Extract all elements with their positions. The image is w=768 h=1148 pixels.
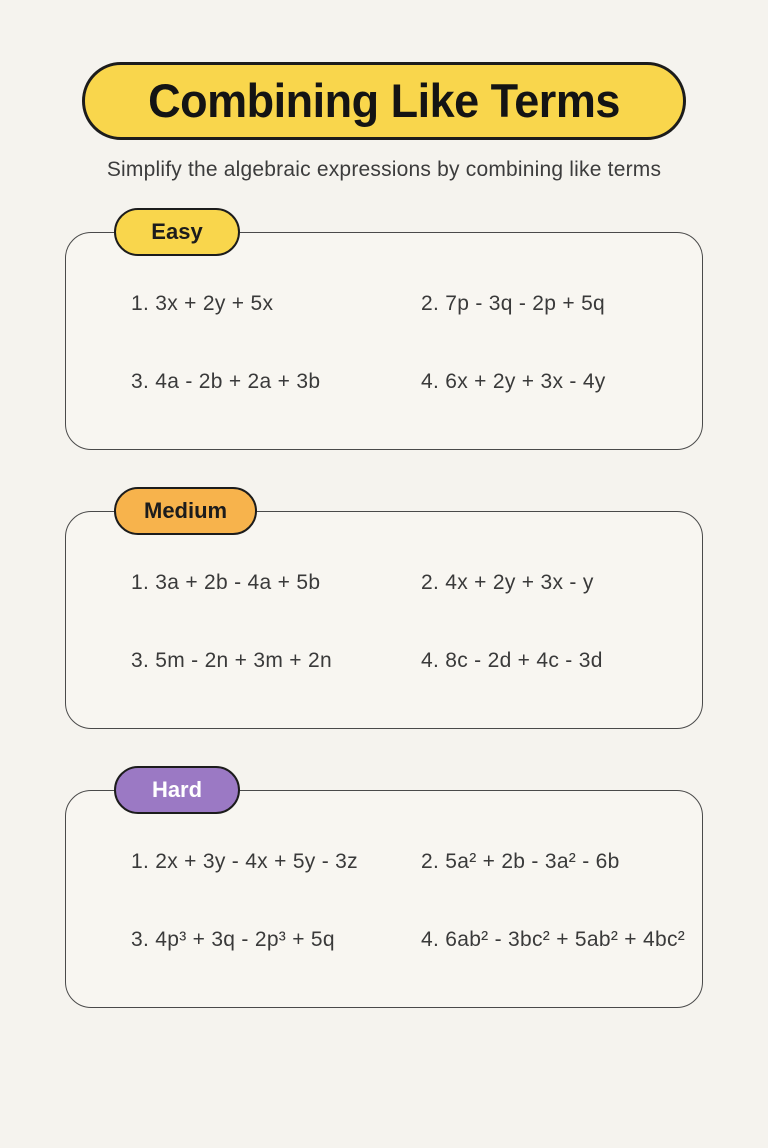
page-title: Combining Like Terms: [148, 73, 620, 128]
problem-item: 4. 6x + 2y + 3x - 4y: [421, 370, 606, 393]
section-easy: [65, 208, 703, 450]
problem-item: 3. 5m - 2n + 3m + 2n: [131, 649, 332, 672]
problem-item: 1. 2x + 3y - 4x + 5y - 3z: [131, 850, 358, 873]
difficulty-badge-hard: Hard: [114, 766, 240, 814]
problems-grid-medium: [66, 512, 702, 674]
problem-item: 2. 4x + 2y + 3x - y: [421, 571, 594, 594]
title-banner: [82, 62, 686, 140]
difficulty-badge-medium: Medium: [114, 487, 257, 535]
problem-box-medium: [65, 511, 703, 729]
problem-item: 3. 4a - 2b + 2a + 3b: [131, 370, 321, 393]
problem-item: 4. 8c - 2d + 4c - 3d: [421, 649, 603, 672]
problems-grid-easy: [66, 233, 702, 395]
problem-box-hard: [65, 790, 703, 1008]
problem-item: 1. 3x + 2y + 5x: [131, 292, 274, 315]
difficulty-badge-easy: Easy: [114, 208, 240, 256]
problem-item: 4. 6ab² - 3bc² + 5ab² + 4bc²: [421, 928, 686, 951]
problem-item: 1. 3a + 2b - 4a + 5b: [131, 571, 321, 594]
problems-grid-hard: [66, 791, 702, 953]
problem-item: 3. 4p³ + 3q - 2p³ + 5q: [131, 928, 335, 951]
page-subtitle: Simplify the algebraic expressions by combining like terms: [106, 158, 662, 181]
problem-item: 2. 5a² + 2b - 3a² - 6b: [421, 850, 620, 873]
section-hard: [65, 766, 703, 1008]
problem-item: 2. 7p - 3q - 2p + 5q: [421, 292, 606, 315]
section-medium: [65, 487, 703, 729]
problem-box-easy: [65, 232, 703, 450]
